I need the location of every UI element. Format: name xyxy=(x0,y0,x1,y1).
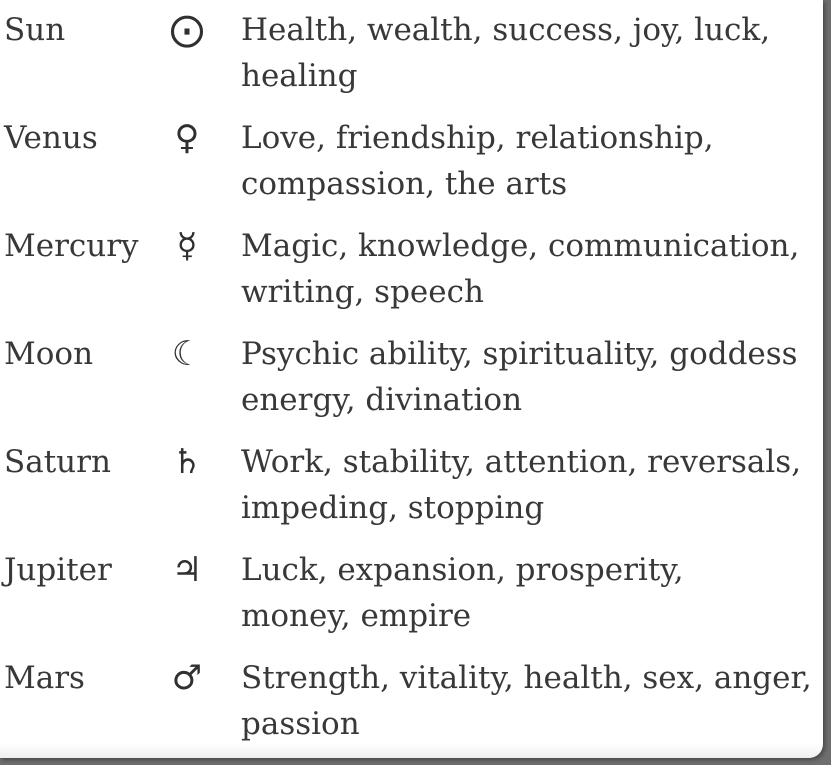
planet-meaning xyxy=(241,331,798,423)
saturn-icon: ♄ xyxy=(171,442,203,482)
table-row-saturn xyxy=(0,439,823,547)
meaning-line: compassion, the arts xyxy=(241,166,568,202)
planet-meaning xyxy=(241,439,801,531)
planet-name: Sun xyxy=(4,12,66,48)
meaning-line: money, empire xyxy=(241,598,472,634)
table-row-moon xyxy=(0,331,823,439)
planet-name: Venus xyxy=(4,120,98,156)
page-edge-shade xyxy=(0,744,823,758)
meaning-line: Strength, vitality, health, sex, anger, xyxy=(241,660,812,696)
meaning-line: writing, speech xyxy=(241,274,484,310)
planet-name: Saturn xyxy=(4,444,111,480)
planet-meaning xyxy=(241,115,714,207)
planet-meaning xyxy=(241,7,770,99)
jupiter-icon: ♃ xyxy=(171,550,203,590)
planet-meaning xyxy=(241,223,799,315)
planet-name: Moon xyxy=(4,336,94,372)
planet-name: Mars xyxy=(4,660,85,696)
moon-icon: ☾ xyxy=(171,334,203,374)
mercury-icon: ☿ xyxy=(176,226,198,266)
table-row-sun xyxy=(0,7,823,115)
table-row-venus xyxy=(0,115,823,223)
meaning-line: impeding, stopping xyxy=(241,490,545,526)
meaning-line: passion xyxy=(241,706,360,742)
planet-meaning xyxy=(241,547,684,639)
meaning-line: Psychic ability, spirituality, goddess xyxy=(241,336,798,372)
planet-name: Mercury xyxy=(4,228,139,264)
meaning-line: Work, stability, attention, reversals, xyxy=(241,444,802,480)
meaning-line: Magic, knowledge, communication, xyxy=(241,228,800,264)
planet-meaning xyxy=(241,655,812,747)
mars-icon: ♂ xyxy=(171,658,203,698)
venus-icon: ♀ xyxy=(174,118,200,158)
meaning-line: healing xyxy=(241,58,358,94)
meaning-line: Luck, expansion, prosperity, xyxy=(241,552,684,588)
table-row-mars xyxy=(0,655,823,758)
table-row-jupiter xyxy=(0,547,823,655)
meaning-line: energy, divination xyxy=(241,382,523,418)
meaning-line: Love, friendship, relationship, xyxy=(241,120,714,156)
sun-icon: ⨀ xyxy=(170,10,204,50)
planet-name: Jupiter xyxy=(4,552,112,588)
meaning-line: Health, wealth, success, joy, luck, xyxy=(241,12,771,48)
table-row-mercury xyxy=(0,223,823,331)
